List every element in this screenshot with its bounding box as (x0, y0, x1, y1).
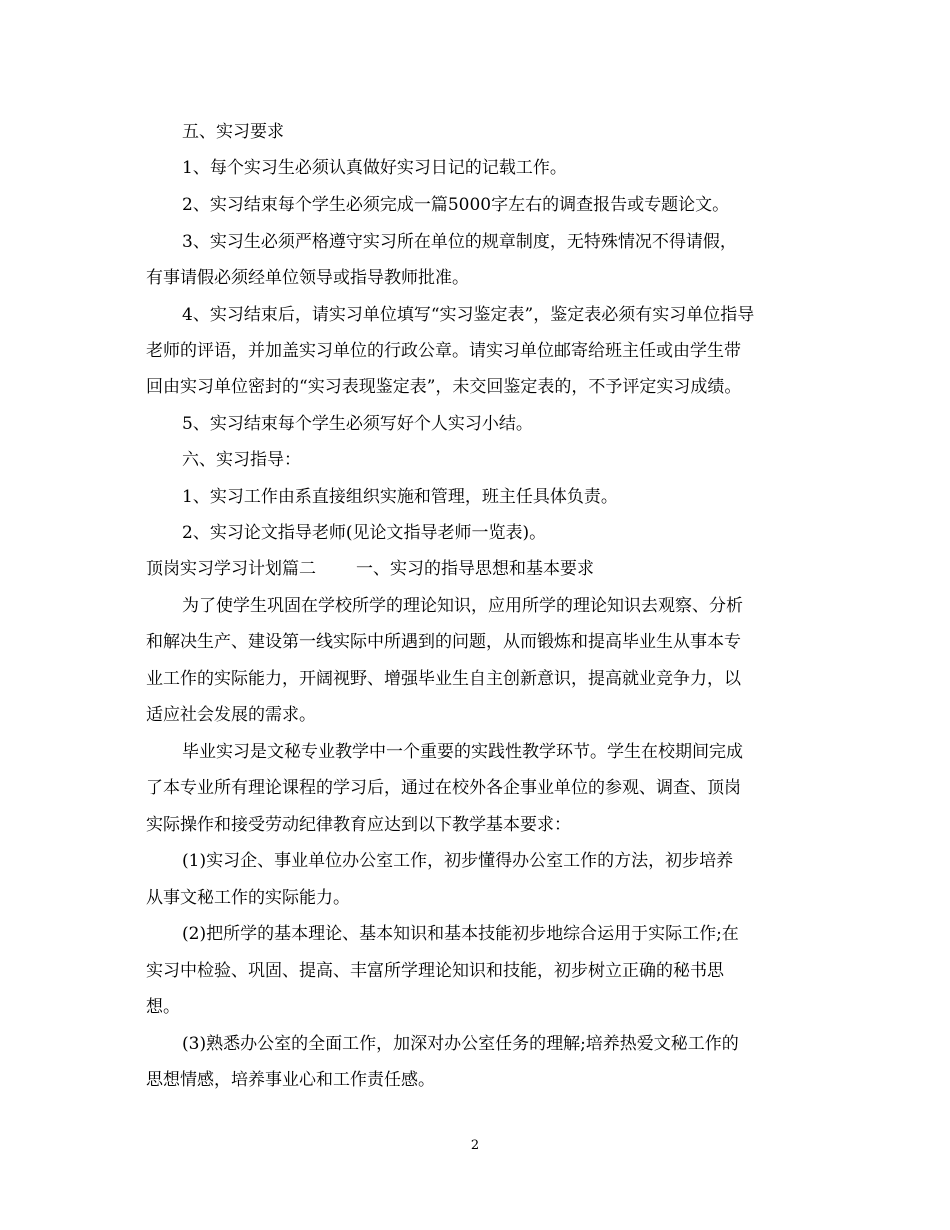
paragraph-line: 思想情感，培养事业心和工作责任感。 (146, 1070, 435, 1090)
paragraph-line: 1、每个实习生必须认真做好实习日记的记载工作。 (182, 158, 567, 178)
paragraph-line: (1)实习企、事业单位办公室工作，初步懂得办公室工作的方法，初步培养 (182, 851, 734, 871)
paragraph-line: (2)把所学的基本理论、基本知识和基本技能初步地综合运用于实际工作;在 (182, 924, 739, 944)
paragraph-line: 回由实习单位密封的“实习表现鉴定表”，未交回鉴定表的，不予评定实习成绩。 (146, 377, 742, 397)
section-heading (146, 558, 816, 580)
paragraph-line: 实习中检验、巩固、提高、丰富所学理论知识和技能，初步树立正确的秘书思 (146, 961, 724, 981)
heading-guidance: 六、实习指导： (182, 450, 301, 470)
paragraph-line: 2、实习结束每个学生必须完成一篇5000字左右的调查报告或专题论文。 (182, 195, 730, 215)
paragraph-line: 5、实习结束每个学生必须写好个人实习小结。 (182, 414, 533, 434)
paragraph-line: 1、实习工作由系直接组织实施和管理，班主任具体负责。 (182, 487, 618, 507)
paragraph-line: 和解决生产、建设第一线实际中所遇到的问题，从而锻炼和提高毕业生从事本专 (146, 632, 741, 652)
heading-requirements: 五、实习要求 (182, 122, 284, 142)
paragraph-line: 毕业实习是文秘专业教学中一个重要的实践性教学环节。学生在校期间完成 (182, 742, 743, 762)
paragraph-line: 了本专业所有理论课程的学习后，通过在校外各企事业单位的参观、调查、顶岗 (146, 778, 741, 798)
paragraph-line: 适应社会发展的需求。 (146, 705, 316, 725)
paragraph-line: 想。 (146, 997, 180, 1017)
paragraph-line: 从事文秘工作的实际能力。 (146, 888, 350, 908)
paragraph-line: 有事请假必须经单位领导或指导教师批准。 (146, 268, 469, 288)
paragraph-line: 实际操作和接受劳动纪律教育应达到以下教学基本要求： (146, 815, 571, 835)
paragraph-line: 2、实习论文指导老师(见论文指导老师一览表)。 (182, 523, 547, 543)
section-title: 顶岗实习学习计划篇二 (146, 559, 316, 579)
paragraph-line: 为了使学生巩固在学校所学的理论知识，应用所学的理论知识去观察、分析 (182, 596, 743, 616)
paragraph-line: 业工作的实际能力，开阔视野、增强毕业生自主创新意识，提高就业竞争力，以 (146, 669, 741, 689)
paragraph-line: 老师的评语，并加盖实习单位的行政公章。请实习单位邮寄给班主任或由学生带 (146, 341, 741, 361)
section-subtitle: 一、实习的指导思想和基本要求 (356, 559, 594, 579)
page-number: 2 (470, 1138, 480, 1153)
paragraph-line: 4、实习结束后，请实习单位填写“实习鉴定表”，鉴定表必须有实习单位指导 (182, 305, 755, 325)
paragraph-line: 3、实习生必须严格遵守实习所在单位的规章制度，无特殊情况不得请假， (182, 232, 737, 252)
paragraph-line: (3)熟悉办公室的全面工作，加深对办公室任务的理解;培养热爱文秘工作的 (182, 1034, 739, 1054)
